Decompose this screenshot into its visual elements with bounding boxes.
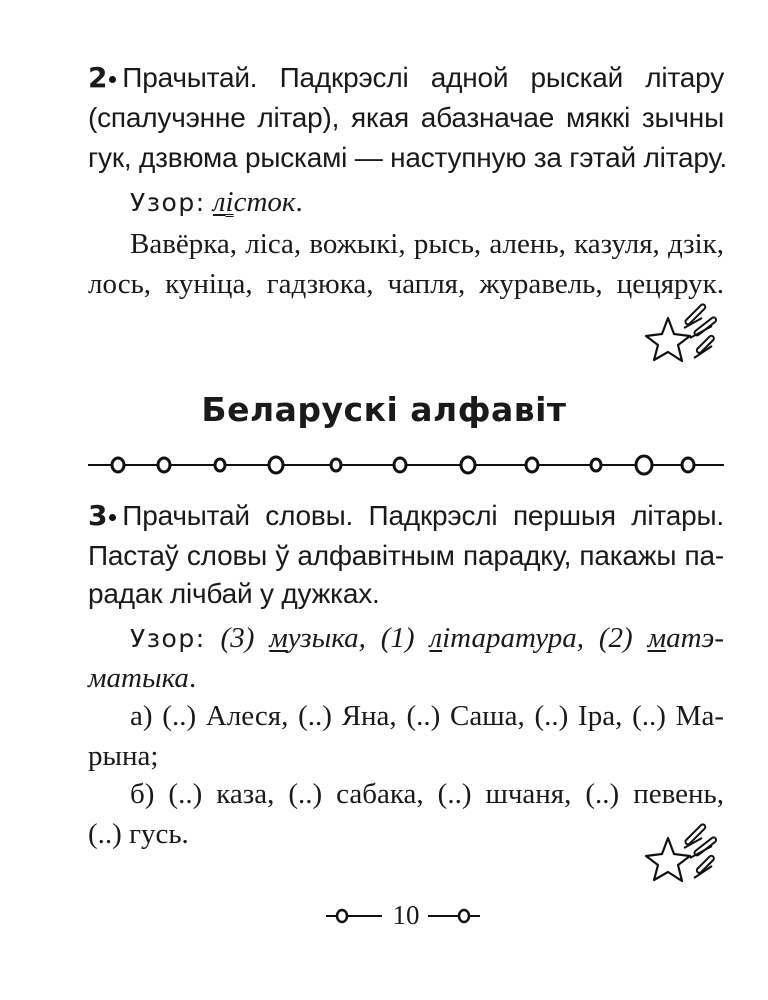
beaded-line-divider <box>88 450 724 480</box>
example-label: Узор: <box>130 188 206 217</box>
task-2-example: Узор: лісток. <box>130 186 303 218</box>
page-number: 10 <box>392 900 420 930</box>
task-3-part-a-line-1: а) (..) Алеся, (..) Яна, (..) Саша, (..) Іра, (..) Ма- <box>130 700 724 732</box>
example-word: музыка, <box>269 622 366 654</box>
task-3-instruction-line-1: 3 Прачытай словы. Падкрэслі першыя літары. <box>88 499 724 532</box>
task-number: 3 <box>88 499 116 532</box>
task-3-part-a-line-2: рына; <box>88 740 159 772</box>
task-3-example: Узор: (3) музыка, (1) літаратура, (2) матэ- <box>130 622 724 654</box>
footer-bead-left-icon <box>326 906 382 926</box>
task-3-part-b-line-2: (..) гусь. <box>88 818 189 850</box>
task-3-instruction-line-2: Пастаў словы ў алфавітным парадку, пакажы па- <box>88 540 724 571</box>
task-2-instruction-line-1: 2 Прачытай. Падкрэслі адной рыскай літару <box>88 61 724 94</box>
task-3-instruction-line-3: радак лічбай у дужках. <box>88 578 380 609</box>
task-3-example-continuation: матыка. <box>88 662 197 694</box>
example-word: літаратура, <box>429 622 584 654</box>
page-footer <box>0 900 768 930</box>
shooting-star-icon <box>640 818 720 888</box>
shooting-star-icon <box>640 298 720 368</box>
task-number: 2 <box>88 61 116 94</box>
task-2-words-line-2: лось, куніца, гадзюка, чапля, журавель, цецярук. <box>88 268 724 300</box>
task-2-instruction-line-3: гук, дзвюма рыскамі — наступную за гэтай літару. <box>88 142 727 173</box>
example-word: лісток <box>212 186 296 218</box>
task-2-instruction-line-2: (спалучэнне літар), якая абазначае мяккі зычны <box>88 102 724 133</box>
task-3-part-b-line-1: б) (..) каза, (..) сабака, (..) шчаня, (..) певень, <box>130 778 724 810</box>
task-2-words-line-1: Вавёрка, ліса, вожыкі, рысь, алень, казуля, дзік, <box>130 228 724 260</box>
example-word: матэ- <box>647 622 724 654</box>
footer-bead-right-icon <box>428 906 484 926</box>
example-label: Узор: <box>130 624 206 653</box>
section-title: Беларускі алфавіт <box>201 390 567 429</box>
